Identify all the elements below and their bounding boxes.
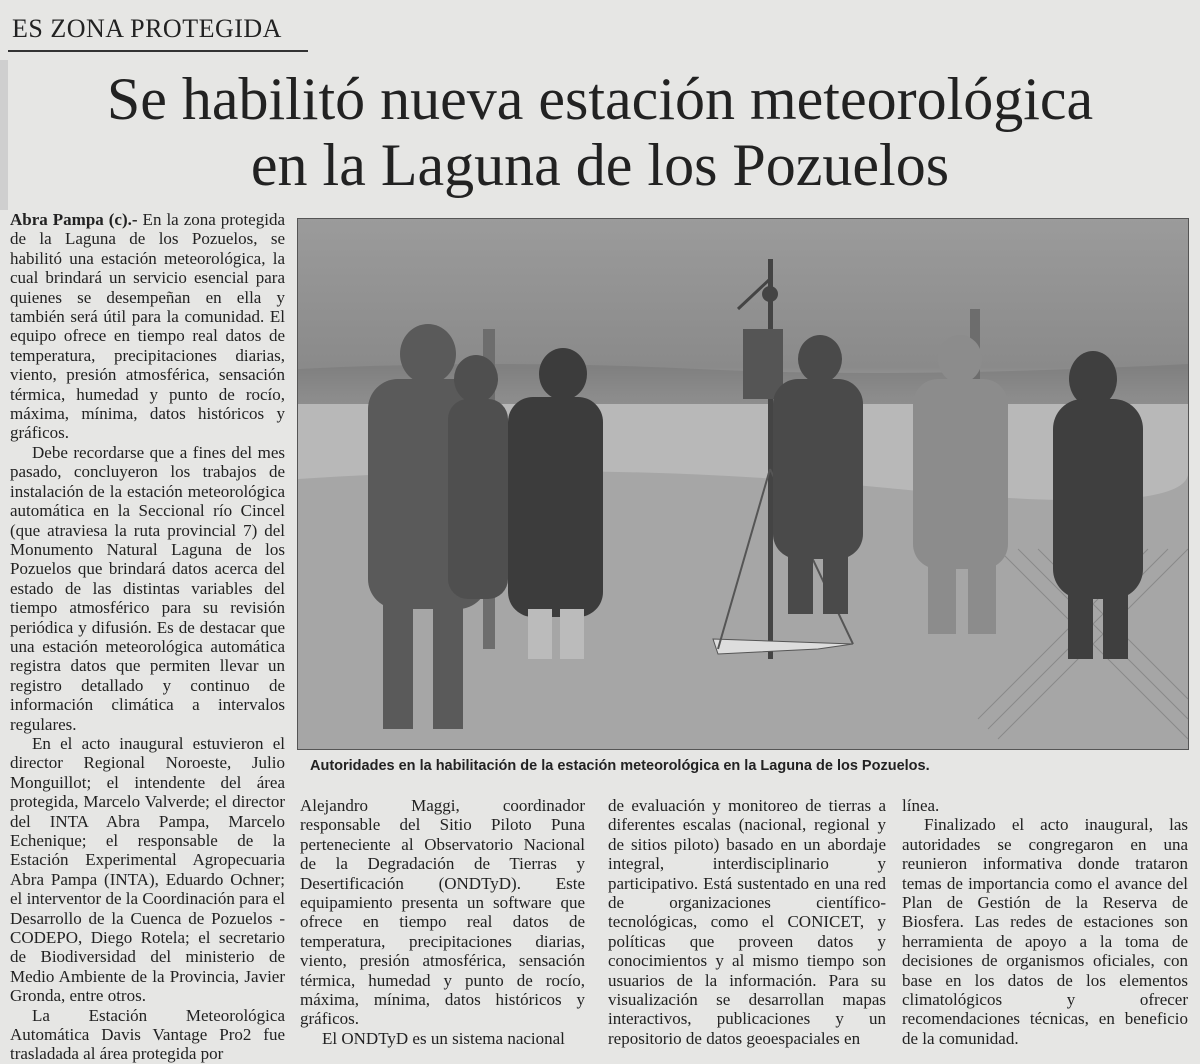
dateline: Abra Pampa (c).- bbox=[10, 210, 138, 229]
paragraph: En el acto inaugural estuvieron el director Regional Noroeste, Julio Monguillot; el intendente del área protegida, Marcelo Valverde; el director del INTA Abra Pampa, Marcelo Echenique; el responsable de la Estación Experimental Agropecuaria Abra Pampa (INTA), Eduardo Ochner; el interventor de la Coordinación para el Desarrollo de la Cuenca de Pozuelos - CODEPO, Diego Rotela; el secretario de Biodiversidad del ministerio de Medio Ambiente de la Provincia, Javier Gronda, entre otros. bbox=[10, 733, 285, 1006]
photo-caption: Autoridades en la habilitación de la estación meteorológica en la Laguna de los Pozuelos. bbox=[310, 758, 930, 774]
paragraph: Debe recordarse que a fines del mes pasado, concluyeron los trabajos de instalación de la estación meteorológica automática en la Seccional río Cincel (que atraviesa la ruta provincial 7) del Monumento Natural Laguna de los Pozuelos que brindará datos acerca del estado de las distintas variables del tiempo atmosférico para su revisión periódica y difusión. Es de destacar que una estación meteorológica automática registra datos que permiten llevar un registro detallado y continuo de información climática a intervalos regulares. bbox=[10, 442, 285, 734]
lead-paragraph bbox=[10, 210, 285, 443]
headline bbox=[0, 66, 1200, 198]
article-column-2 bbox=[300, 796, 585, 1048]
photo-illustration bbox=[298, 219, 1188, 749]
article-column-3 bbox=[608, 796, 886, 1048]
lead-text: En la zona protegida de la Laguna de los Pozuelos, se habilitó una estación meteorológica, la cual brindará un servicio esencial para quienes se desempeñan en ella y también será útil para la comunidad. El equipo ofrece en tiempo real datos de temperatura, precipitaciones diarias, viento, presión atmosférica, sensación térmica, humedad y punto de rocío, máxima, mínima, datos históricos y gráficos. bbox=[10, 210, 285, 443]
paragraph: El ONDTyD es un sistema nacional bbox=[322, 1028, 565, 1048]
paragraph: de evaluación y monitoreo de tierras a diferentes escalas (nacional, regional y de sitios piloto) basado en un abordaje integral, interdisciplinario y participativo. Está sustentado en una red de organizaciones científico-tecnológicas, como el CONICET, y políticas que proveen datos y conocimientos y al mismo tiempo son usuarios de la información. Para su visualización se desarrollan mapas interactivos, publicaciones y un repositorio de datos geoespaciales en bbox=[608, 796, 886, 1048]
kicker-underline bbox=[8, 50, 308, 52]
article-column-4 bbox=[902, 796, 1188, 1048]
article-column-1 bbox=[10, 210, 285, 1064]
headline-line-2: en la Laguna de los Pozuelos bbox=[250, 132, 950, 198]
news-photo bbox=[297, 218, 1189, 750]
paragraph: Finalizado el acto inaugural, las autoridades se congregaron en una reunieron informativa donde trataron temas de importancia como el avance del Plan de Gestión de la Reserva de Biosfera. Las redes de estaciones son herramienta de apoyo a la toma de decisiones de organismos oficiales, con base en los datos de los elementos climatológicos y ofrecer recomendaciones técnicas, en beneficio de la comunidad. bbox=[902, 815, 1188, 1048]
section-kicker: ES ZONA PROTEGIDA bbox=[12, 14, 282, 43]
headline-line-1: Se habilitó nueva estación meteorológica bbox=[106, 66, 1094, 132]
paragraph: línea. bbox=[902, 796, 940, 815]
paragraph: La Estación Meteorológica Automática Davis Vantage Pro2 fue trasladada al área protegida por bbox=[10, 1005, 285, 1064]
paragraph: Alejandro Maggi, coordinador responsable del Sitio Piloto Puna perteneciente al Observatorio Nacional de la Degradación de Tierras y Desertificación (ONDTyD). Este equipamiento presenta un software que ofrece en tiempo real datos de temperatura, precipitaciones diarias, viento, presión atmosférica, sensación térmica, humedad y punto de rocío, máxima, mínima, datos históricos y gráficos. bbox=[300, 796, 585, 1029]
